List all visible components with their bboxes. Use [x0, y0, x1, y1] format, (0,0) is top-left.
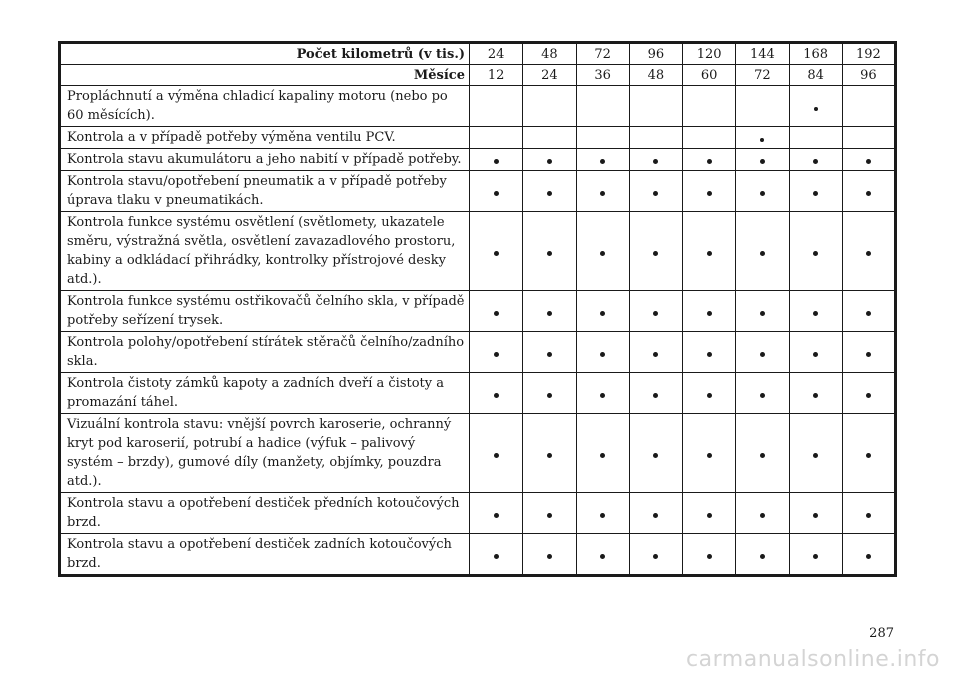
table-row: [60, 86, 896, 127]
interval-cell: [470, 414, 523, 493]
header-months-cell: 48: [629, 65, 682, 86]
interval-cell: [629, 373, 682, 414]
service-required-dot-icon: [866, 159, 871, 164]
interval-cell: [523, 127, 576, 149]
service-required-dot-icon: [653, 352, 658, 357]
service-required-dot-icon: [707, 453, 712, 458]
interval-cell: [576, 414, 629, 493]
interval-cell: [683, 534, 736, 576]
page-number: 287: [869, 626, 894, 641]
interval-cell: [470, 332, 523, 373]
service-required-dot-icon: [600, 554, 605, 559]
service-required-dot-icon: [760, 513, 765, 518]
interval-cell: [470, 212, 523, 291]
service-required-dot-icon: [707, 554, 712, 559]
header-row-months: [60, 65, 896, 86]
interval-cell: [789, 291, 842, 332]
interval-cell: [576, 86, 629, 127]
header-km-cell: 192: [842, 43, 895, 65]
service-required-dot-icon: [653, 159, 658, 164]
service-required-dot-icon: [707, 311, 712, 316]
interval-cell: [842, 127, 895, 149]
task-description: Kontrola čistoty zámků kapoty a zadních dveří a čistoty a promazání táhel.: [60, 373, 470, 414]
header-row-kilometers: [60, 43, 896, 65]
interval-cell: [523, 86, 576, 127]
interval-cell: [523, 332, 576, 373]
service-required-dot-icon: [653, 453, 658, 458]
table-row: [60, 127, 896, 149]
service-required-dot-icon: [866, 352, 871, 357]
service-required-dot-icon: [547, 554, 552, 559]
interval-cell: [523, 373, 576, 414]
interval-cell: [629, 212, 682, 291]
service-required-dot-icon: [547, 453, 552, 458]
watermark: carmanualsonline.info: [686, 647, 940, 672]
interval-cell: [683, 291, 736, 332]
service-required-dot-icon: [707, 159, 712, 164]
header-km-cell: 168: [789, 43, 842, 65]
interval-cell: [842, 291, 895, 332]
service-required-dot-icon: [707, 191, 712, 196]
service-required-dot-icon: [866, 311, 871, 316]
interval-cell: [842, 86, 895, 127]
interval-cell: [576, 127, 629, 149]
interval-cell: [523, 534, 576, 576]
interval-cell: [789, 86, 842, 127]
interval-cell: [842, 534, 895, 576]
interval-cell: [736, 171, 789, 212]
interval-cell: [736, 414, 789, 493]
interval-cell: [736, 291, 789, 332]
interval-cell: [683, 171, 736, 212]
service-required-dot-icon: [813, 352, 818, 357]
interval-cell: [789, 127, 842, 149]
service-required-dot-icon: [494, 191, 499, 196]
task-description: Kontrola stavu/opotřebení pneumatik a v případě potřeby úprava tlaku v pneumatikách.: [60, 171, 470, 212]
table-row: [60, 373, 896, 414]
header-km-cell: 144: [736, 43, 789, 65]
table-row: [60, 414, 896, 493]
service-required-dot-icon: [707, 513, 712, 518]
header-km-cell: 96: [629, 43, 682, 65]
interval-cell: [576, 149, 629, 171]
service-required-dot-icon: [707, 393, 712, 398]
interval-cell: [736, 373, 789, 414]
interval-cell: [683, 212, 736, 291]
interval-cell: [523, 493, 576, 534]
service-required-dot-icon: [547, 311, 552, 316]
interval-cell: [629, 171, 682, 212]
service-required-dot-icon: [653, 393, 658, 398]
table-row: [60, 332, 896, 373]
service-required-dot-icon: [813, 159, 818, 164]
interval-cell: [683, 493, 736, 534]
interval-cell: [576, 332, 629, 373]
interval-cell: [736, 86, 789, 127]
task-description: Kontrola stavu a opotřebení destiček zadních kotoučových brzd.: [60, 534, 470, 576]
interval-cell: [842, 149, 895, 171]
service-required-dot-icon: [600, 352, 605, 357]
interval-cell: [470, 291, 523, 332]
interval-cell: [789, 332, 842, 373]
service-required-dot-icon: [813, 513, 818, 518]
interval-cell: [736, 534, 789, 576]
service-required-dot-icon: [653, 191, 658, 196]
interval-cell: [576, 171, 629, 212]
service-required-dot-icon: [813, 251, 818, 256]
table-row: [60, 534, 896, 576]
service-required-dot-icon: [600, 191, 605, 196]
interval-cell: [683, 414, 736, 493]
interval-cell: [576, 212, 629, 291]
service-required-dot-icon: [547, 159, 552, 164]
interval-cell: [789, 171, 842, 212]
service-required-dot-icon: [707, 352, 712, 357]
task-description: Kontrola a v případě potřeby výměna ventilu PCV.: [60, 127, 470, 149]
service-required-dot-icon: [547, 251, 552, 256]
header-months-cell: 12: [470, 65, 523, 86]
service-required-dot-icon: [494, 393, 499, 398]
service-required-dot-icon: [653, 513, 658, 518]
interval-cell: [523, 291, 576, 332]
interval-cell: [470, 373, 523, 414]
service-required-dot-icon: [760, 352, 765, 357]
interval-cell: [789, 149, 842, 171]
service-required-dot-icon: [866, 393, 871, 398]
interval-cell: [576, 534, 629, 576]
service-required-dot-icon: [760, 311, 765, 316]
task-description: Propláchnutí a výměna chladicí kapaliny motoru (nebo po 60 měsících).: [60, 86, 470, 127]
interval-cell: [789, 534, 842, 576]
interval-cell: [789, 373, 842, 414]
header-km-cell: 24: [470, 43, 523, 65]
interval-cell: [523, 414, 576, 493]
maintenance-rows: [60, 86, 896, 576]
interval-cell: [842, 171, 895, 212]
interval-cell: [736, 149, 789, 171]
interval-cell: [736, 493, 789, 534]
interval-cell: [629, 493, 682, 534]
table-row: [60, 291, 896, 332]
service-required-dot-icon: [814, 107, 818, 111]
header-months-cell: 60: [683, 65, 736, 86]
header-km-cell: 120: [683, 43, 736, 65]
service-required-dot-icon: [547, 191, 552, 196]
interval-cell: [629, 534, 682, 576]
service-required-dot-icon: [760, 251, 765, 256]
task-description: Vizuální kontrola stavu: vnější povrch karoserie, ochranný kryt pod karoserií, potrubí a hadice (výfuk – palivový systém – brzdy), gumové díly (manžety, objímky, pouzdra atd.).: [60, 414, 470, 493]
interval-cell: [842, 414, 895, 493]
service-required-dot-icon: [600, 453, 605, 458]
header-km-cell: 72: [576, 43, 629, 65]
service-required-dot-icon: [494, 159, 499, 164]
service-required-dot-icon: [866, 191, 871, 196]
maintenance-schedule-sheet: [58, 41, 894, 577]
interval-cell: [842, 332, 895, 373]
interval-cell: [683, 86, 736, 127]
interval-cell: [470, 127, 523, 149]
interval-cell: [576, 291, 629, 332]
service-required-dot-icon: [866, 554, 871, 559]
interval-cell: [470, 149, 523, 171]
interval-cell: [576, 373, 629, 414]
header-months-label: Měsíce: [60, 65, 470, 86]
table-row: [60, 493, 896, 534]
interval-cell: [576, 493, 629, 534]
interval-cell: [470, 86, 523, 127]
interval-cell: [629, 86, 682, 127]
service-required-dot-icon: [494, 352, 499, 357]
header-km-label: Počet kilometrů (v tis.): [60, 43, 470, 65]
service-required-dot-icon: [813, 191, 818, 196]
interval-cell: [683, 149, 736, 171]
interval-cell: [629, 127, 682, 149]
service-required-dot-icon: [600, 311, 605, 316]
maintenance-schedule-table: [58, 41, 897, 577]
interval-cell: [470, 171, 523, 212]
header-km-cell: 48: [523, 43, 576, 65]
service-required-dot-icon: [813, 311, 818, 316]
header-months-cell: 84: [789, 65, 842, 86]
task-description: Kontrola stavu a opotřebení destiček předních kotoučových brzd.: [60, 493, 470, 534]
service-required-dot-icon: [494, 311, 499, 316]
header-months-cell: 24: [523, 65, 576, 86]
service-required-dot-icon: [760, 554, 765, 559]
interval-cell: [736, 127, 789, 149]
service-required-dot-icon: [760, 159, 765, 164]
task-description: Kontrola funkce systému osvětlení (světlomety, ukazatele směru, výstražná světla, osvětlení zavazadlového prostoru, kabiny a odkládací přihrádky, kontrolky přístrojové desky atd.).: [60, 212, 470, 291]
task-description: Kontrola stavu akumulátoru a jeho nabití v případě potřeby.: [60, 149, 470, 171]
interval-cell: [683, 127, 736, 149]
interval-cell: [683, 373, 736, 414]
interval-cell: [789, 493, 842, 534]
service-required-dot-icon: [653, 311, 658, 316]
service-required-dot-icon: [760, 453, 765, 458]
interval-cell: [683, 332, 736, 373]
table-row: [60, 149, 896, 171]
service-required-dot-icon: [653, 554, 658, 559]
interval-cell: [523, 212, 576, 291]
service-required-dot-icon: [760, 191, 765, 196]
service-required-dot-icon: [866, 251, 871, 256]
task-description: Kontrola polohy/opotřebení stírátek stěračů čelního/zadního skla.: [60, 332, 470, 373]
interval-cell: [523, 149, 576, 171]
header-months-cell: 96: [842, 65, 895, 86]
service-required-dot-icon: [866, 453, 871, 458]
service-required-dot-icon: [494, 554, 499, 559]
interval-cell: [470, 493, 523, 534]
table-row: [60, 171, 896, 212]
service-required-dot-icon: [600, 393, 605, 398]
service-required-dot-icon: [494, 453, 499, 458]
header-months-cell: 72: [736, 65, 789, 86]
service-required-dot-icon: [813, 554, 818, 559]
interval-cell: [789, 212, 842, 291]
service-required-dot-icon: [653, 251, 658, 256]
service-required-dot-icon: [707, 251, 712, 256]
service-required-dot-icon: [760, 393, 765, 398]
interval-cell: [842, 373, 895, 414]
header-months-cell: 36: [576, 65, 629, 86]
service-required-dot-icon: [813, 453, 818, 458]
interval-cell: [736, 212, 789, 291]
service-required-dot-icon: [600, 251, 605, 256]
table-row: [60, 212, 896, 291]
task-description: Kontrola funkce systému ostřikovačů čelního skla, v případě potřeby seřízení trysek.: [60, 291, 470, 332]
interval-cell: [842, 212, 895, 291]
interval-cell: [629, 149, 682, 171]
interval-cell: [470, 534, 523, 576]
interval-cell: [842, 493, 895, 534]
interval-cell: [629, 291, 682, 332]
interval-cell: [629, 332, 682, 373]
service-required-dot-icon: [600, 513, 605, 518]
service-required-dot-icon: [547, 352, 552, 357]
interval-cell: [629, 414, 682, 493]
service-required-dot-icon: [547, 393, 552, 398]
interval-cell: [789, 414, 842, 493]
service-required-dot-icon: [494, 513, 499, 518]
service-required-dot-icon: [547, 513, 552, 518]
service-required-dot-icon: [494, 251, 499, 256]
service-required-dot-icon: [600, 159, 605, 164]
interval-cell: [736, 332, 789, 373]
interval-cell: [523, 171, 576, 212]
service-required-dot-icon: [813, 393, 818, 398]
service-required-dot-icon: [760, 138, 764, 142]
service-required-dot-icon: [866, 513, 871, 518]
